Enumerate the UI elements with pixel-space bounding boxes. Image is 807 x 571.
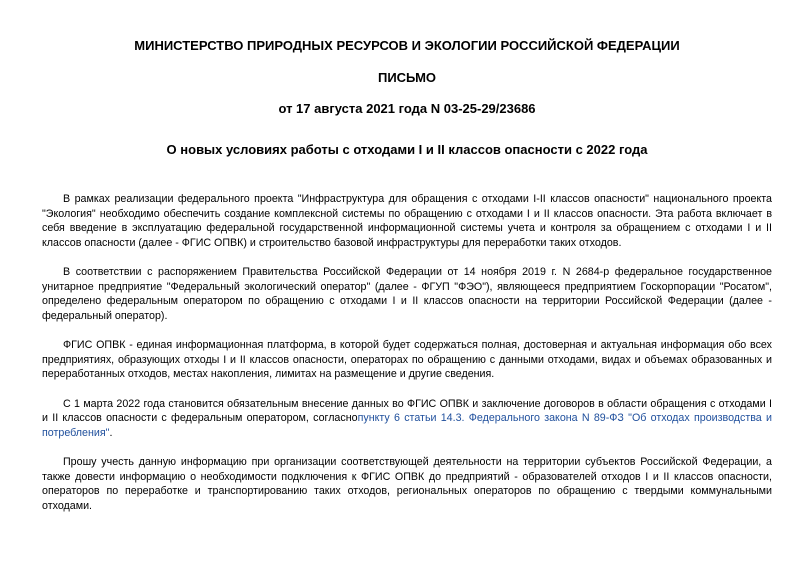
paragraph-3: ФГИС ОПВК - единая информационная платформа, в которой будет содержаться полная, достоверная и актуальная информация обо всех предприятиях, образующих отходы I и II классов опасности, операторах по обращению с данными отходами, видах и объемах образованных и переработанных отходов, местах накопления, лимитах на размещение и другие сведения. — [42, 339, 772, 380]
ministry-heading: МИНИСТЕРСТВО ПРИРОДНЫХ РЕСУРСОВ И ЭКОЛОГИИ РОССИЙСКОЙ ФЕДЕРАЦИИ — [134, 38, 680, 53]
document-date-number: от 17 августа 2021 года N 03-25-29/23686 — [278, 101, 536, 116]
paragraph-1: В рамках реализации федерального проекта "Инфраструктура для обращения с отходами I-II классов опасности" национального проекта "Экология" необходимо обеспечить создание комплексной системы по обращению с отходами I и II классов опасности. Эта работа включает в себя введение в эксплуатацию федеральной государственной информационной системы учета и контроля за обращением с отходами I и II классов опасности (далее - ФГИС ОПВК) и строительство базовой инфраструктуры для переработки таких отходов. — [42, 193, 772, 249]
paragraph-4-end: . — [109, 426, 113, 439]
paragraph-4 — [42, 397, 772, 441]
paragraph-4-text: С 1 марта 2022 года становится обязательным внесение данных во ФГИС ОПВК и заключение договоров в области обращения с отходами I и II классов опасности с федеральным оператором, согласно — [42, 397, 772, 424]
document-body — [42, 192, 772, 513]
document-subject: О новых условиях работы с отходами I и II классов опасности с 2022 года — [166, 142, 648, 157]
document-type-heading: ПИСЬМО — [377, 70, 437, 85]
law-article-link[interactable]: пункту 6 статьи 14.3. Федерального закона N 89-ФЗ "Об отходах производства и потребления" — [42, 412, 772, 439]
paragraph-5: Прошу учесть данную информацию при организации соответствующей деятельности на территории субъектов Российской Федерации, а также довести информацию о необходимости подключения к ФГИС ОПВК до предприятий - образователей отходов I и II классов опасности, операторов по переработке и транспортированию таких отходов, региональных операторов по обращению с твердыми коммунальными отходами. — [42, 456, 772, 512]
paragraph-2: В соответствии с распоряжением Правительства Российской Федерации от 14 ноября 2019 г. N 2684-р федеральное государственное унитарное предприятие "Федеральный экологический оператор" (далее - ФГУП "ФЭО"), являющееся предприятием Госкорпорации "Росатом", определено федеральным оператором по обращению с отходами I и II классов опасности на территории Российской Федерации (далее - федеральный оператор). — [42, 266, 772, 322]
